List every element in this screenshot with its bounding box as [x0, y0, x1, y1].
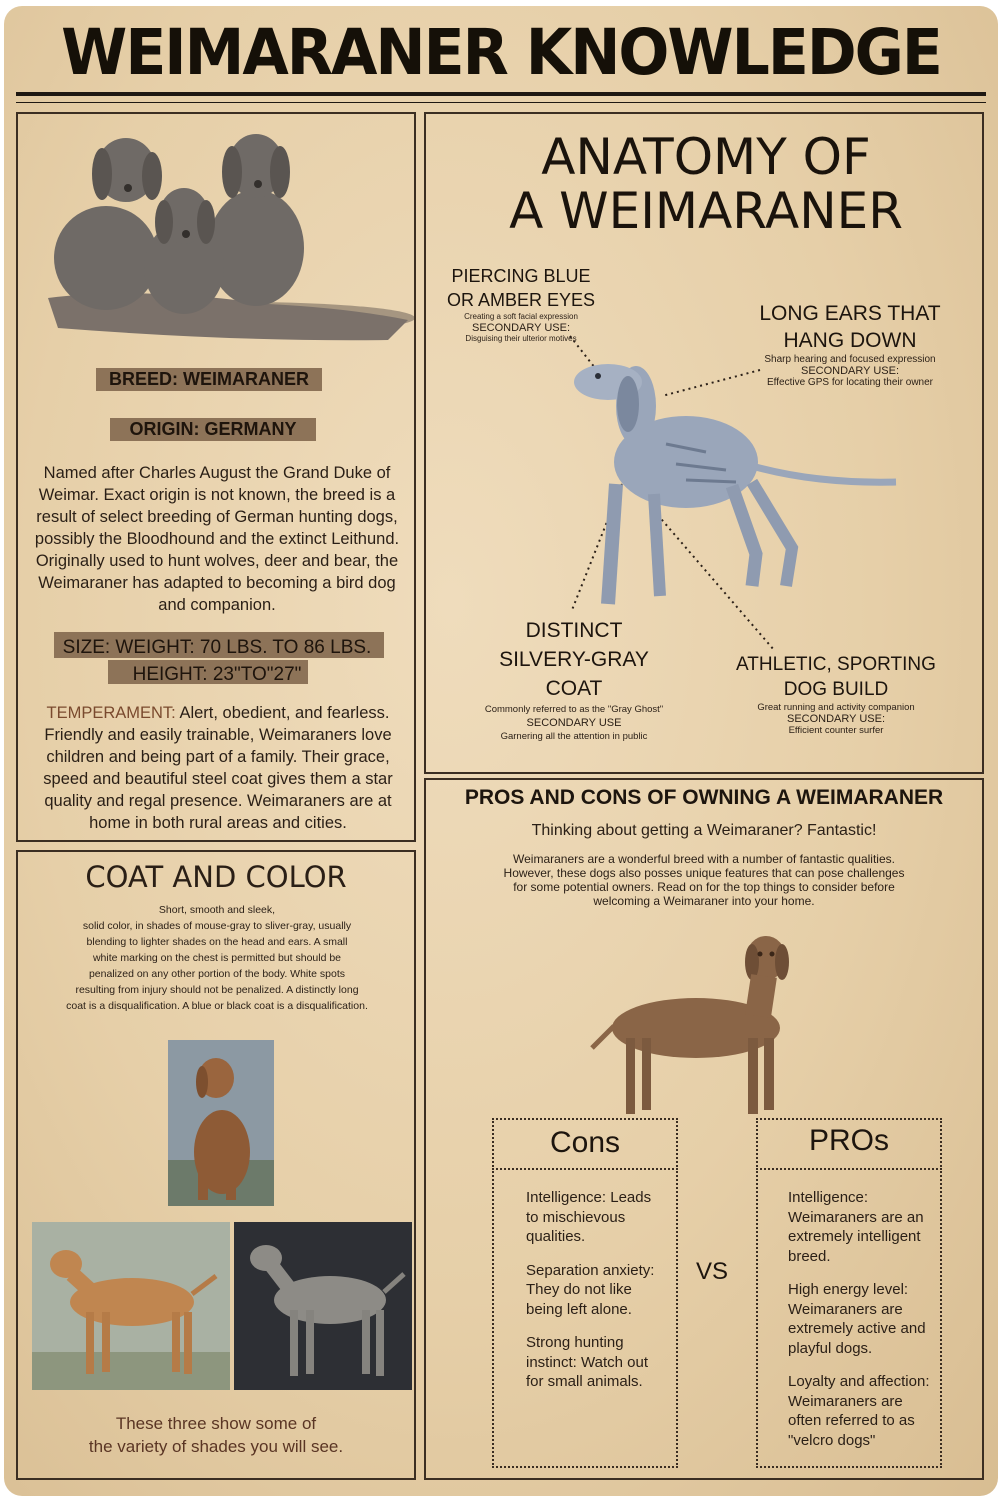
eyes-secondary-label: SECONDARY USE: [471, 322, 570, 334]
intro-line: welcoming a Weimaraner into your home. [593, 894, 815, 908]
ears-detail-2: Effective GPS for locating their owner [766, 377, 933, 388]
eyes-heading-1: PIERCING BLUE [451, 266, 591, 286]
cons-header-box [492, 1118, 678, 1170]
coat-callout [454, 616, 694, 743]
pros-header-box [756, 1118, 942, 1170]
pros-list [788, 1188, 936, 1464]
anatomy-panel [424, 112, 984, 774]
cons-item: Intelligence: Leads to mischievous qualities. [526, 1189, 652, 1245]
coat-heading-1: DISTINCT [525, 619, 623, 642]
dog-photo-standing-gray [234, 1222, 412, 1390]
dog-photo-sitting [168, 1040, 274, 1206]
pros-list-box [756, 1168, 942, 1468]
caption-line-2: the variety of shades you will see. [88, 1437, 344, 1456]
anatomy-title-line-2: A WEIMARANER [509, 182, 903, 240]
build-secondary-label: SECONDARY USE: [786, 713, 885, 725]
pros-item: Loyalty and affection: Weimaraners are often referred to as "velcro dogs" [788, 1373, 930, 1449]
coat-heading-2: SILVERY-GRAY [499, 648, 649, 671]
size-block [24, 634, 410, 688]
eyes-heading-2: OR AMBER EYES [446, 290, 596, 310]
cons-list-box [492, 1168, 678, 1468]
coat-color-title: COAT AND COLOR [85, 860, 347, 894]
ears-callout [742, 300, 958, 388]
intro-line: However, these dogs also posses unique features that can pose challenges [503, 866, 905, 880]
coat-detail-2: Garnering all the attention in public [500, 731, 648, 742]
build-heading-1: ATHLETIC, SPORTING [736, 654, 936, 675]
pros-cons-subtitle: Thinking about getting a Weimaraner? Fantastic! [531, 822, 877, 839]
cons-title: Cons [549, 1126, 621, 1159]
ears-detail-1: Sharp hearing and focused expression [764, 354, 936, 365]
history-text: Named after Charles August the Grand Duke of Weimar. Exact origin is not known, the breed is a result of select breeding of German hunting dogs, possibly the Bloodhound and the extinct Leithund. Originally used to hunt wolves, deer and bear, the Weimaraner has adapted to becoming a bird dog and companion. [34, 464, 400, 614]
intro-line: for some potential owners. Read on for the top things to consider before [513, 880, 895, 894]
coat-line: solid color, in shades of mouse-gray to sliver-gray, usually [82, 920, 352, 932]
pros-cons-title: PROS AND CONS OF OWNING A WEIMARANER [464, 786, 944, 809]
coat-heading-3: COAT [545, 677, 603, 700]
coat-color-description [24, 902, 410, 1014]
pros-cons-panel [424, 778, 984, 1480]
eyes-detail-2: Disguising their ulterior motives [465, 334, 577, 343]
knowledge-sign [4, 6, 998, 1496]
breed-panel [16, 112, 416, 842]
coat-detail-1: Commonly referred to as the "Gray Ghost" [484, 704, 664, 715]
anatomy-dog-illustration [556, 354, 916, 634]
eyes-callout [436, 264, 606, 344]
ears-secondary-label: SECONDARY USE: [800, 365, 899, 377]
build-heading-2: DOG BUILD [783, 679, 889, 700]
coat-line: coat is a disqualification. A blue or black coat is a disqualification. [66, 1000, 368, 1012]
origin-tag: ORIGIN: GERMANY [110, 418, 316, 441]
vs-label: VS [695, 1258, 728, 1285]
ears-heading-2: HANG DOWN [783, 329, 917, 352]
build-callout [718, 652, 954, 736]
pros-item: High energy level: Weimaraners are extremely active and playful dogs. [788, 1281, 926, 1357]
size-height: HEIGHT: 23"TO"27" [132, 664, 302, 685]
cons-item: Strong hunting instinct: Watch out for small animals. [526, 1334, 648, 1390]
title-rule-thick [16, 92, 986, 96]
puppies-illustration [18, 118, 414, 344]
page-title: WEIMARANER KNOWLEDGE [61, 15, 941, 91]
caption-line-1: These three show some of [115, 1414, 317, 1433]
brown-dog-illustration [588, 920, 828, 1120]
coat-line: penalized on any other portion of the body. White spots [88, 968, 346, 980]
anatomy-title-line-1: ANATOMY OF [541, 128, 871, 186]
coat-color-panel [16, 850, 416, 1480]
breed-tag: BREED: WEIMARANER [96, 368, 322, 391]
coat-line: resulting from injury should not be penalized. A distinctly long [75, 984, 359, 996]
cons-item: Separation anxiety: They do not like being left alone. [526, 1261, 655, 1318]
cons-list [526, 1188, 666, 1406]
temperament-label: TEMPERAMENT: [46, 704, 176, 722]
photo-caption [18, 1412, 414, 1458]
build-detail-2: Efficient counter surfer [788, 725, 884, 736]
ears-heading-1: LONG EARS THAT [759, 302, 941, 325]
size-weight: SIZE: WEIGHT: 70 LBS. TO 86 LBS. [62, 637, 372, 658]
pros-cons-intro [436, 852, 972, 908]
coat-line: white marking on the chest is permitted but should be [92, 952, 342, 964]
coat-line: Short, smooth and sleek, [158, 904, 276, 916]
pros-item: Intelligence: Weimaraners are an extremely intelligent breed. [788, 1189, 924, 1265]
build-detail-1: Great running and activity companion [757, 702, 915, 713]
pros-title: PROs [808, 1124, 889, 1157]
coat-line: blending to lighter shades on the head and ears. A small [86, 936, 348, 948]
temperament-text [24, 702, 412, 834]
eyes-detail-1: Creating a soft facial expression [464, 312, 578, 321]
temperament-body: Alert, obedient, and fearless. Friendly and easily trainable, Weimaraners love children and being part of a family. Their grace, speed and beautiful steel coat gives them a star quality and regal presence. Weimaraners are at home in both rural areas and cities. [43, 704, 393, 832]
coat-secondary-label: SECONDARY USE [526, 717, 622, 729]
intro-line: Weimaraners are a wonderful breed with a number of fantastic qualities. [513, 852, 895, 866]
dog-photo-standing-red [32, 1222, 230, 1390]
title-rule-thin [16, 102, 986, 103]
